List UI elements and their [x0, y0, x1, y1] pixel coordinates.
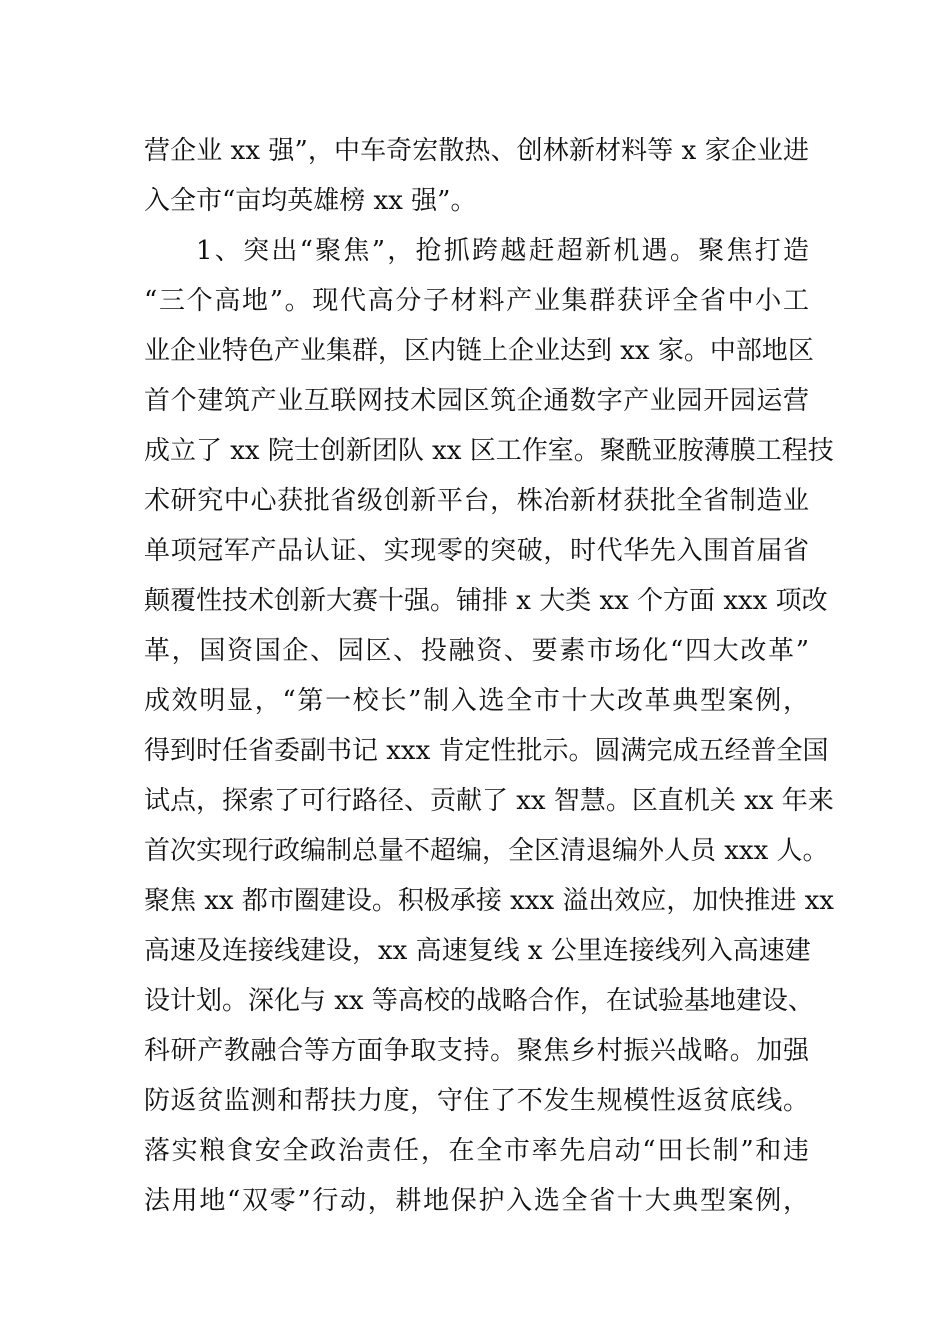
text-line: 法用地“双零”行动，耕地保护入选全省十大典型案例， — [144, 1186, 809, 1216]
text-line: 单项冠军产品认证、实现零的突破，时代华先入围首届省 — [144, 536, 809, 566]
text-line: 首个建筑产业互联网技术园区筑企通数字产业园开园运营 — [144, 386, 809, 416]
text-line: 首次实现行政编制总量不超编，全区清退编外人员 xxx 人。 — [144, 836, 829, 866]
text-line: 防返贫监测和帮扶力度，守住了不发生规模性返贫底线。 — [144, 1086, 809, 1116]
text-line: 成效明显，“第一校长”制入选全市十大改革典型案例， — [144, 686, 809, 716]
text-line: 高速及连接线建设，xx 高速复线 x 公里连接线列入高速建 — [144, 936, 811, 966]
text-line: 设计划。深化与 xx 等高校的战略合作，在试验基地建设、 — [144, 986, 814, 1016]
text-line: 1、突出“聚焦”，抢抓跨越赶超新机遇。聚焦打造 — [196, 236, 809, 266]
text-line: 得到时任省委副书记 xxx 肯定性批示。圆满完成五经普全国 — [144, 736, 829, 766]
text-line: 试点，探索了可行路径、贡献了 xx 智慧。区直机关 xx 年来 — [144, 786, 834, 816]
text-line: “三个高地”。现代高分子材料产业集群获评全省中小工 — [144, 286, 809, 316]
text-line: 业企业特色产业集群，区内链上企业达到 xx 家。中部地区 — [144, 336, 814, 366]
text-line: 颠覆性技术创新大赛十强。铺排 x 大类 xx 个方面 xxx 项改 — [144, 586, 828, 616]
text-line: 营企业 xx 强”，中车奇宏散热、创林新材料等 x 家企业进 — [144, 136, 809, 166]
text-line: 术研究中心获批省级创新平台，株冶新材获批全省制造业 — [144, 486, 809, 516]
text-line: 成立了 xx 院士创新团队 xx 区工作室。聚酰亚胺薄膜工程技 — [144, 436, 834, 466]
text-line: 落实粮食安全政治责任，在全市率先启动“田长制”和违 — [144, 1136, 809, 1166]
text-line: 聚焦 xx 都市圈建设。积极承接 xxx 溢出效应，加快推进 xx — [144, 886, 834, 916]
text-line: 科研产教融合等方面争取支持。聚焦乡村振兴战略。加强 — [144, 1036, 809, 1066]
document-body — [144, 126, 834, 1226]
text-line: 入全市“亩均英雄榜 xx 强”。 — [144, 186, 477, 216]
text-line: 革，国资国企、园区、投融资、要素市场化“四大改革” — [144, 636, 809, 666]
